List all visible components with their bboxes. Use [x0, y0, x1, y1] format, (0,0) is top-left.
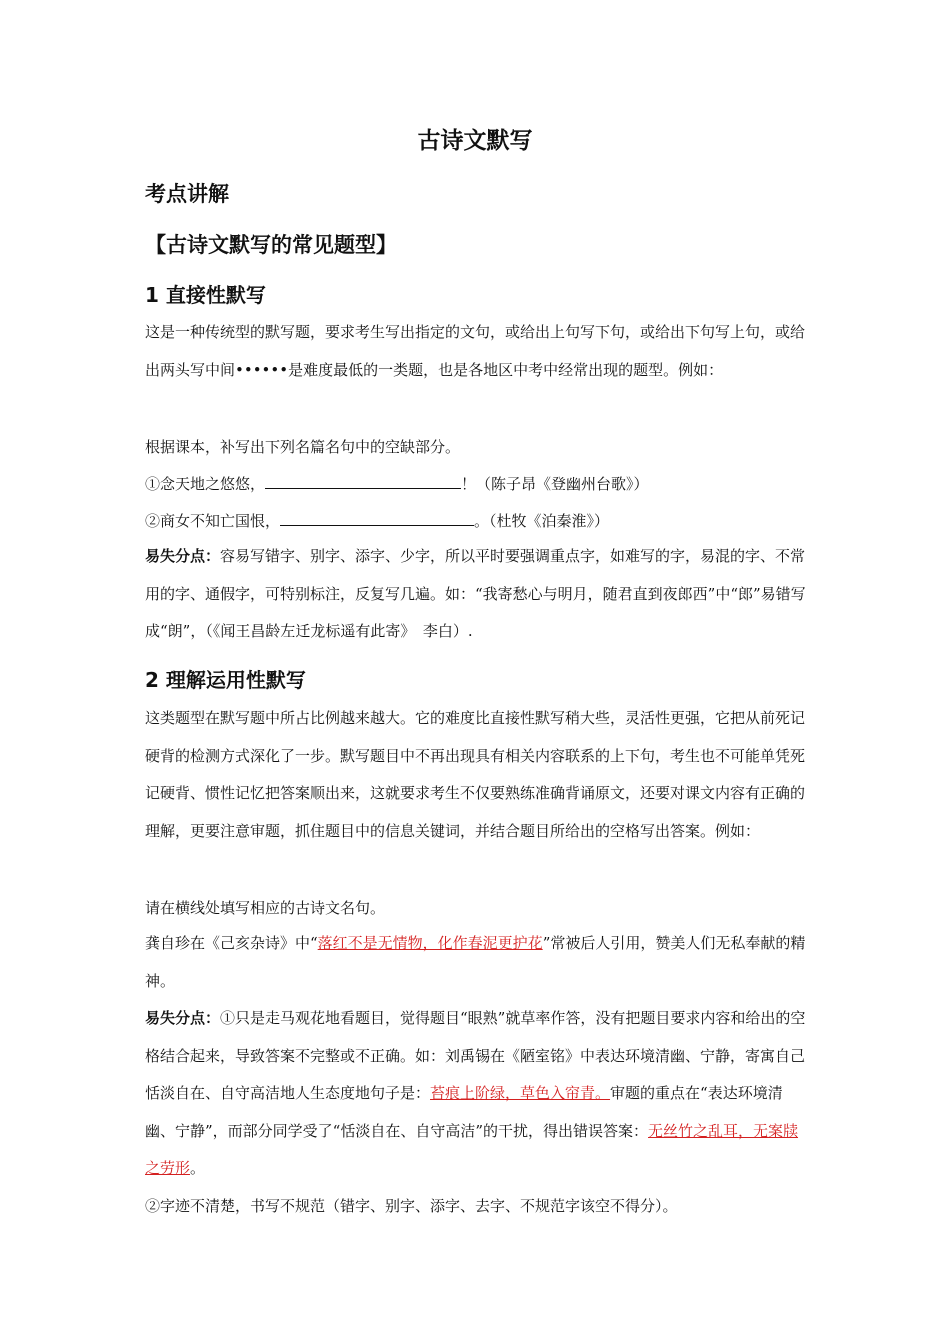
tip-text: 容易写错字、别字、添字、少字，所以平时要强调重点字，如难写的字，易混的字、不常用的字、通假字，可特别标注，反复写几遍。如：“我寄愁心与明月，随君直到夜郎西”中“郎”易错写成“朗”，（《闻王昌龄左迁龙标遥有此寄》 李白）. [145, 547, 806, 640]
tip2-label: 易失分点： [145, 1009, 221, 1027]
tip2-correct-answer: 苔痕上阶绿，草色入帘青。 [430, 1084, 611, 1102]
type1-question-2 [145, 510, 609, 531]
type2-tip-2: ②字迹不清楚，书写不规范（错字、别字、添字、去字、不规范字该空不得分）。 [145, 1197, 678, 1215]
example-post: ”常被后人引用，赞美人们无私奉献的精神。 [145, 934, 806, 990]
type2-tip [145, 1000, 811, 1188]
q2-start: ②商女不知亡国恨， [145, 512, 281, 530]
type2-instruction: 请在横线处填写相应的古诗文名句。 [145, 899, 386, 917]
type2-example [145, 925, 811, 1000]
subsection-heading: 【古诗文默写的常见题型】 [145, 233, 397, 257]
q1-end: ！（陈子昂《登幽州台歌》） [461, 475, 649, 493]
tip2-p1-a: ①只是走马观花地看题目，觉得题目“眼熟”就草率作答，没有把题目要求内容和给出的空格结合起来，导致答案不完整或不正确。如：刘禹锡在《陋室铭》中表达环境清幽、宁静，寄寓自己恬淡自在、自守高洁地人生态度地句子是： [145, 1009, 806, 1102]
q1-start: ①念天地之悠悠， [145, 475, 266, 493]
tip2-p1-c: 。 [190, 1159, 206, 1177]
q2-end: 。（杜牧《泊秦淮》） [474, 512, 610, 530]
page-title: 古诗文默写 [417, 128, 533, 154]
type1-question-1 [145, 473, 649, 494]
tip-label: 易失分点： [145, 547, 221, 565]
type2-intro: 这类题型在默写题中所占比例越来越大。它的难度比直接性默写稍大些，灵活性更强，它把从前死记硬背的检测方式深化了一步。默写题目中不再出现具有相关内容联系的上下句，考生也不可能单凭死记硬背、惯性记忆把答案顺出来，这就要求考生不仅要熟练准确背诵原文，还要对课文内容有正确的理解，更要注意审题，抓住题目中的信息关键词，并结合题目所给出的空格写出答案。例如： [145, 709, 806, 840]
type1-heading: 1 直接性默写 [145, 283, 266, 307]
type1-intro: 这是一种传统型的默写题，要求考生写出指定的文句，或给出上句写下句，或给出下句写上句，或给出两头写中间••••••是难度最低的一类题，也是各地区中考中经常出现的题型。例如： [145, 323, 806, 379]
q2-blank[interactable] [280, 511, 474, 526]
section-heading: 考点讲解 [145, 182, 229, 206]
type2-heading: 2 理解运用性默写 [145, 668, 306, 692]
tip2-wrong-answer: 无丝竹之乱耳，无案牍之劳形 [145, 1121, 799, 1177]
q1-blank[interactable] [265, 474, 461, 489]
example-pre: 龚自珍在《己亥杂诗》中“ [145, 934, 318, 952]
type1-instruction: 根据课本，补写出下列名篇名句中的空缺部分。 [145, 438, 461, 456]
tip2-p1-b: 审题的重点在“表达环境清幽、宁静”，而部分同学受了“恬淡自在、自守高洁”的干扰，得出错误答案： [145, 1084, 783, 1140]
type1-tip [145, 538, 811, 651]
example-answer: 落红不是无情物，化作春泥更护花 [317, 934, 543, 952]
